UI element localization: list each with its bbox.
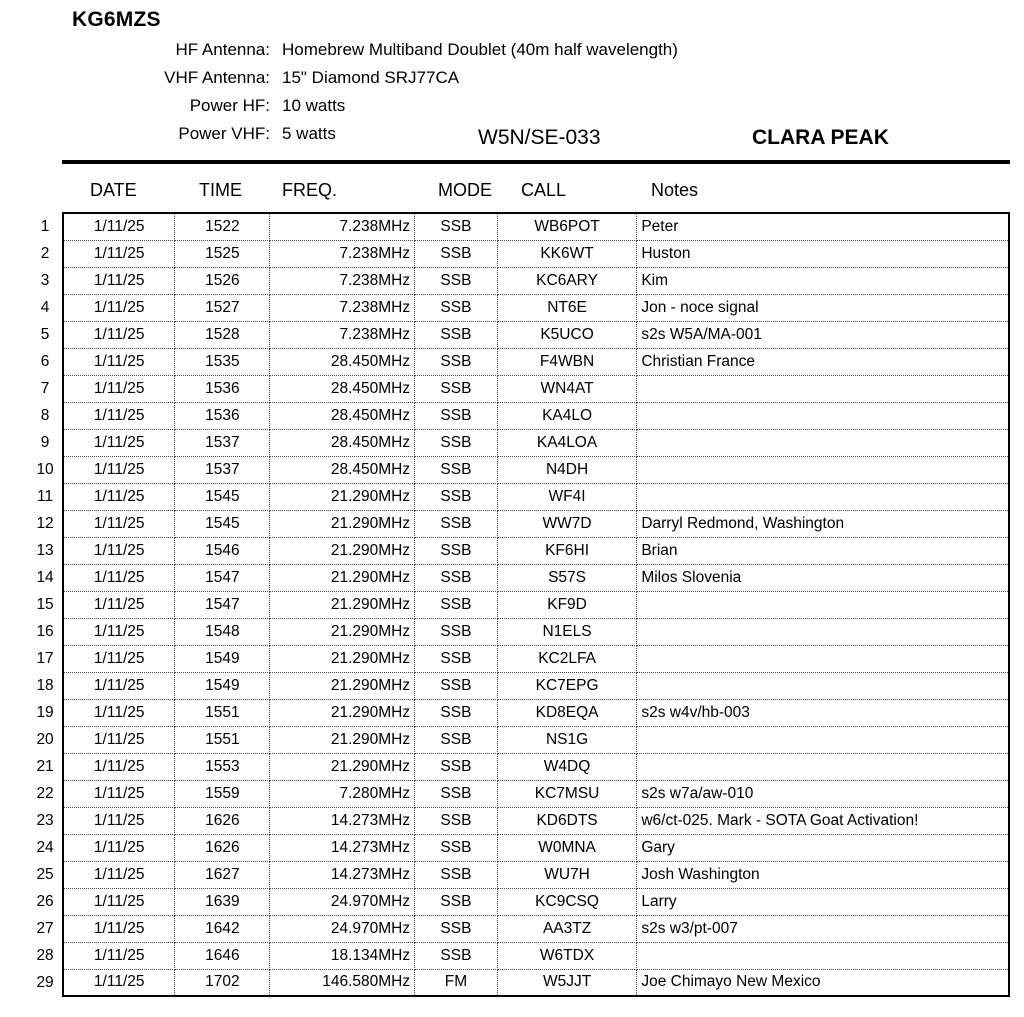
cell-notes — [637, 942, 1009, 969]
row-index: 12 — [36, 514, 54, 532]
cell-notes: Huston — [637, 240, 1009, 267]
cell-freq: 14.273MHz — [270, 834, 415, 861]
table-row — [28, 969, 1009, 996]
cell-call: NS1G — [497, 726, 637, 753]
row-index: 10 — [36, 460, 54, 478]
row-index: 2 — [40, 244, 50, 262]
table-row — [28, 375, 1009, 402]
cell-date: 1/11/25 — [63, 618, 175, 645]
hf-antenna-label: HF Antenna: — [175, 40, 270, 59]
cell-time: 1545 — [175, 510, 270, 537]
cell-time: 1525 — [175, 240, 270, 267]
cell-call: KC7MSU — [497, 780, 637, 807]
cell-date: 1/11/25 — [63, 888, 175, 915]
cell-call: KD6DTS — [497, 807, 637, 834]
cell-freq: 7.280MHz — [270, 780, 415, 807]
cell-time: 1547 — [175, 591, 270, 618]
row-index: 19 — [36, 703, 54, 721]
cell-time: 1626 — [175, 807, 270, 834]
row-index: 29 — [36, 973, 54, 991]
cell-time: 1528 — [175, 321, 270, 348]
cell-date: 1/11/25 — [63, 483, 175, 510]
row-index: 17 — [36, 649, 54, 667]
row-index: 11 — [37, 487, 54, 505]
cell-call: WN4AT — [497, 375, 637, 402]
cell-freq: 7.238MHz — [270, 240, 415, 267]
cell-notes — [637, 456, 1009, 483]
cell-freq: 7.238MHz — [270, 213, 415, 240]
cell-freq: 24.970MHz — [270, 915, 415, 942]
row-index: 1 — [40, 217, 50, 235]
power-vhf-label: Power VHF: — [178, 124, 270, 143]
table-row — [28, 807, 1009, 834]
cell-mode: SSB — [415, 429, 498, 456]
cell-notes: Kim — [637, 267, 1009, 294]
vhf-antenna-value: 15" Diamond SRJ77CA — [282, 68, 460, 87]
table-row — [28, 672, 1009, 699]
table-row — [28, 429, 1009, 456]
cell-call: W0MNA — [497, 834, 637, 861]
table-row — [28, 456, 1009, 483]
log-table-wrapper — [0, 212, 1024, 997]
cell-date: 1/11/25 — [63, 348, 175, 375]
cell-notes — [637, 672, 1009, 699]
table-row — [28, 294, 1009, 321]
cell-notes: Darryl Redmond, Washington — [637, 510, 1009, 537]
cell-mode: SSB — [415, 321, 498, 348]
cell-mode: SSB — [415, 564, 498, 591]
cell-freq: 21.290MHz — [270, 564, 415, 591]
cell-date: 1/11/25 — [63, 240, 175, 267]
cell-notes: s2s w4v/hb-003 — [637, 699, 1009, 726]
cell-time: 1559 — [175, 780, 270, 807]
table-row — [28, 402, 1009, 429]
row-index: 18 — [36, 676, 54, 694]
cell-call: KA4LOA — [497, 429, 637, 456]
cell-notes: Larry — [637, 888, 1009, 915]
cell-call: WB6POT — [497, 213, 637, 240]
cell-time: 1702 — [175, 969, 270, 996]
cell-mode: SSB — [415, 618, 498, 645]
cell-mode: SSB — [415, 240, 498, 267]
cell-freq: 21.290MHz — [270, 591, 415, 618]
cell-date: 1/11/25 — [63, 780, 175, 807]
cell-date: 1/11/25 — [63, 591, 175, 618]
cell-time: 1527 — [175, 294, 270, 321]
cell-mode: SSB — [415, 591, 498, 618]
row-index: 20 — [36, 730, 54, 748]
cell-freq: 14.273MHz — [270, 807, 415, 834]
cell-date: 1/11/25 — [63, 321, 175, 348]
row-index: 21 — [36, 757, 54, 775]
cell-call: N1ELS — [497, 618, 637, 645]
cell-freq: 21.290MHz — [270, 645, 415, 672]
cell-call: KA4LO — [497, 402, 637, 429]
cell-mode: SSB — [415, 267, 498, 294]
column-header-call: CALL — [521, 180, 567, 200]
row-index: 15 — [36, 595, 54, 613]
cell-mode: SSB — [415, 537, 498, 564]
cell-call: K5UCO — [497, 321, 637, 348]
row-index: 4 — [40, 298, 50, 316]
station-detail-row — [60, 96, 760, 122]
cell-freq: 21.290MHz — [270, 618, 415, 645]
cell-call: WU7H — [497, 861, 637, 888]
cell-date: 1/11/25 — [63, 969, 175, 996]
table-row — [28, 753, 1009, 780]
cell-time: 1548 — [175, 618, 270, 645]
cell-date: 1/11/25 — [63, 645, 175, 672]
cell-date: 1/11/25 — [63, 564, 175, 591]
cell-notes: s2s w7a/aw-010 — [637, 780, 1009, 807]
cell-mode: SSB — [415, 807, 498, 834]
cell-notes — [637, 591, 1009, 618]
cell-freq: 18.134MHz — [270, 942, 415, 969]
table-row — [28, 510, 1009, 537]
cell-time: 1537 — [175, 456, 270, 483]
cell-notes: Milos Slovenia — [637, 564, 1009, 591]
table-row — [28, 348, 1009, 375]
column-headers — [0, 180, 1024, 210]
power-hf-value: 10 watts — [282, 96, 346, 115]
row-index: 14 — [36, 568, 54, 586]
cell-date: 1/11/25 — [63, 375, 175, 402]
cell-freq: 21.290MHz — [270, 672, 415, 699]
vhf-antenna-label: VHF Antenna: — [164, 68, 270, 87]
cell-notes: Brian — [637, 537, 1009, 564]
cell-time: 1627 — [175, 861, 270, 888]
cell-time: 1626 — [175, 834, 270, 861]
cell-freq: 21.290MHz — [270, 510, 415, 537]
cell-call: W5JJT — [497, 969, 637, 996]
cell-call: W4DQ — [497, 753, 637, 780]
cell-mode: SSB — [415, 375, 498, 402]
cell-notes: Joe Chimayo New Mexico — [637, 969, 1009, 996]
table-row — [28, 537, 1009, 564]
cell-date: 1/11/25 — [63, 537, 175, 564]
cell-time: 1537 — [175, 429, 270, 456]
cell-call: KC7EPG — [497, 672, 637, 699]
row-index: 16 — [36, 622, 54, 640]
cell-notes: Christian France — [637, 348, 1009, 375]
cell-mode: SSB — [415, 510, 498, 537]
cell-freq: 28.450MHz — [270, 429, 415, 456]
header-divider — [62, 160, 1010, 164]
cell-time: 1549 — [175, 645, 270, 672]
cell-freq: 21.290MHz — [270, 726, 415, 753]
cell-time: 1526 — [175, 267, 270, 294]
summit-reference: W5N/SE-033 — [478, 126, 601, 149]
cell-time: 1546 — [175, 537, 270, 564]
table-row — [28, 834, 1009, 861]
cell-notes: Josh Washington — [637, 861, 1009, 888]
cell-call: W6TDX — [497, 942, 637, 969]
cell-mode: SSB — [415, 942, 498, 969]
cell-date: 1/11/25 — [63, 807, 175, 834]
cell-date: 1/11/25 — [63, 429, 175, 456]
log-table — [28, 212, 1010, 997]
cell-freq: 24.970MHz — [270, 888, 415, 915]
cell-time: 1549 — [175, 672, 270, 699]
cell-mode: SSB — [415, 753, 498, 780]
column-header-notes: Notes — [651, 180, 699, 200]
operator-callsign: KG6MZS — [72, 8, 161, 31]
cell-date: 1/11/25 — [63, 834, 175, 861]
cell-freq: 28.450MHz — [270, 348, 415, 375]
power-hf-label: Power HF: — [189, 96, 270, 115]
cell-freq: 146.580MHz — [270, 969, 415, 996]
row-index: 28 — [36, 946, 54, 964]
cell-notes: Jon - noce signal — [637, 294, 1009, 321]
cell-freq: 21.290MHz — [270, 483, 415, 510]
cell-call: KF6HI — [497, 537, 637, 564]
cell-mode: SSB — [415, 456, 498, 483]
cell-notes: Peter — [637, 213, 1009, 240]
cell-mode: SSB — [415, 861, 498, 888]
cell-date: 1/11/25 — [63, 456, 175, 483]
cell-call: NT6E — [497, 294, 637, 321]
row-index: 23 — [36, 811, 54, 829]
cell-freq: 21.290MHz — [270, 753, 415, 780]
cell-notes — [637, 375, 1009, 402]
cell-mode: SSB — [415, 915, 498, 942]
cell-time: 1545 — [175, 483, 270, 510]
row-index: 9 — [40, 433, 50, 451]
row-index: 3 — [40, 271, 50, 289]
cell-notes — [637, 726, 1009, 753]
cell-time: 1551 — [175, 726, 270, 753]
cell-date: 1/11/25 — [63, 267, 175, 294]
cell-date: 1/11/25 — [63, 672, 175, 699]
cell-call: KC6ARY — [497, 267, 637, 294]
table-row — [28, 591, 1009, 618]
cell-freq: 21.290MHz — [270, 537, 415, 564]
cell-time: 1536 — [175, 375, 270, 402]
cell-call: KC9CSQ — [497, 888, 637, 915]
cell-freq: 7.238MHz — [270, 294, 415, 321]
cell-call: KD8EQA — [497, 699, 637, 726]
cell-call: KF9D — [497, 591, 637, 618]
cell-mode: SSB — [415, 402, 498, 429]
row-index: 8 — [40, 406, 50, 424]
table-row — [28, 915, 1009, 942]
row-index: 25 — [36, 865, 54, 883]
column-header-freq: FREQ. — [282, 180, 338, 200]
cell-notes — [637, 618, 1009, 645]
cell-time: 1553 — [175, 753, 270, 780]
row-index: 6 — [40, 352, 50, 370]
column-header-date: DATE — [90, 180, 137, 200]
station-details — [60, 40, 760, 152]
column-header-time: TIME — [199, 180, 242, 200]
cell-mode: SSB — [415, 483, 498, 510]
cell-freq: 7.238MHz — [270, 321, 415, 348]
cell-mode: SSB — [415, 294, 498, 321]
cell-date: 1/11/25 — [63, 861, 175, 888]
row-index: 7 — [40, 379, 50, 397]
cell-call: AA3TZ — [497, 915, 637, 942]
table-row — [28, 321, 1009, 348]
row-index: 26 — [36, 892, 54, 910]
cell-mode: SSB — [415, 672, 498, 699]
cell-mode: SSB — [415, 834, 498, 861]
station-detail-row — [60, 68, 760, 94]
table-row — [28, 726, 1009, 753]
cell-mode: FM — [415, 969, 498, 996]
cell-notes — [637, 645, 1009, 672]
hf-antenna-value: Homebrew Multiband Doublet (40m half wavelength) — [282, 40, 678, 59]
row-index: 5 — [40, 325, 50, 343]
cell-freq: 7.238MHz — [270, 267, 415, 294]
row-index: 24 — [36, 838, 54, 856]
table-row — [28, 645, 1009, 672]
cell-call: N4DH — [497, 456, 637, 483]
station-detail-row — [60, 40, 760, 66]
cell-mode: SSB — [415, 780, 498, 807]
table-row — [28, 780, 1009, 807]
summit-name: CLARA PEAK — [752, 126, 889, 149]
table-row — [28, 564, 1009, 591]
cell-call: KC2LFA — [497, 645, 637, 672]
cell-date: 1/11/25 — [63, 726, 175, 753]
cell-notes — [637, 753, 1009, 780]
cell-mode: SSB — [415, 888, 498, 915]
cell-notes: Gary — [637, 834, 1009, 861]
cell-date: 1/11/25 — [63, 510, 175, 537]
station-detail-row — [60, 124, 760, 150]
row-index: 22 — [36, 784, 54, 802]
cell-date: 1/11/25 — [63, 402, 175, 429]
table-row — [28, 942, 1009, 969]
cell-date: 1/11/25 — [63, 942, 175, 969]
cell-date: 1/11/25 — [63, 699, 175, 726]
table-row — [28, 888, 1009, 915]
cell-date: 1/11/25 — [63, 294, 175, 321]
column-header-mode: MODE — [438, 180, 492, 200]
table-row — [28, 618, 1009, 645]
cell-notes — [637, 402, 1009, 429]
cell-time: 1536 — [175, 402, 270, 429]
cell-freq: 28.450MHz — [270, 402, 415, 429]
cell-time: 1522 — [175, 213, 270, 240]
cell-time: 1646 — [175, 942, 270, 969]
cell-time: 1639 — [175, 888, 270, 915]
cell-call: S57S — [497, 564, 637, 591]
cell-date: 1/11/25 — [63, 213, 175, 240]
cell-time: 1642 — [175, 915, 270, 942]
cell-freq: 21.290MHz — [270, 699, 415, 726]
cell-time: 1551 — [175, 699, 270, 726]
cell-mode: SSB — [415, 699, 498, 726]
log-table-body — [28, 213, 1009, 996]
cell-notes: s2s w3/pt-007 — [637, 915, 1009, 942]
cell-notes — [637, 483, 1009, 510]
cell-mode: SSB — [415, 348, 498, 375]
cell-freq: 14.273MHz — [270, 861, 415, 888]
cell-freq: 28.450MHz — [270, 375, 415, 402]
table-row — [28, 861, 1009, 888]
cell-call: WW7D — [497, 510, 637, 537]
cell-call: WF4I — [497, 483, 637, 510]
cell-call: F4WBN — [497, 348, 637, 375]
row-index: 13 — [36, 541, 54, 559]
cell-mode: SSB — [415, 726, 498, 753]
table-row — [28, 483, 1009, 510]
table-row — [28, 213, 1009, 240]
cell-date: 1/11/25 — [63, 915, 175, 942]
cell-date: 1/11/25 — [63, 753, 175, 780]
cell-call: KK6WT — [497, 240, 637, 267]
cell-mode: SSB — [415, 645, 498, 672]
cell-mode: SSB — [415, 213, 498, 240]
cell-freq: 28.450MHz — [270, 456, 415, 483]
cell-time: 1547 — [175, 564, 270, 591]
cell-time: 1535 — [175, 348, 270, 375]
row-index: 27 — [36, 919, 54, 937]
power-vhf-value: 5 watts — [282, 124, 336, 143]
table-row — [28, 240, 1009, 267]
table-row — [28, 699, 1009, 726]
cell-notes: s2s W5A/MA-001 — [637, 321, 1009, 348]
table-row — [28, 267, 1009, 294]
cell-notes — [637, 429, 1009, 456]
cell-notes: w6/ct-025. Mark - SOTA Goat Activation! — [637, 807, 1009, 834]
